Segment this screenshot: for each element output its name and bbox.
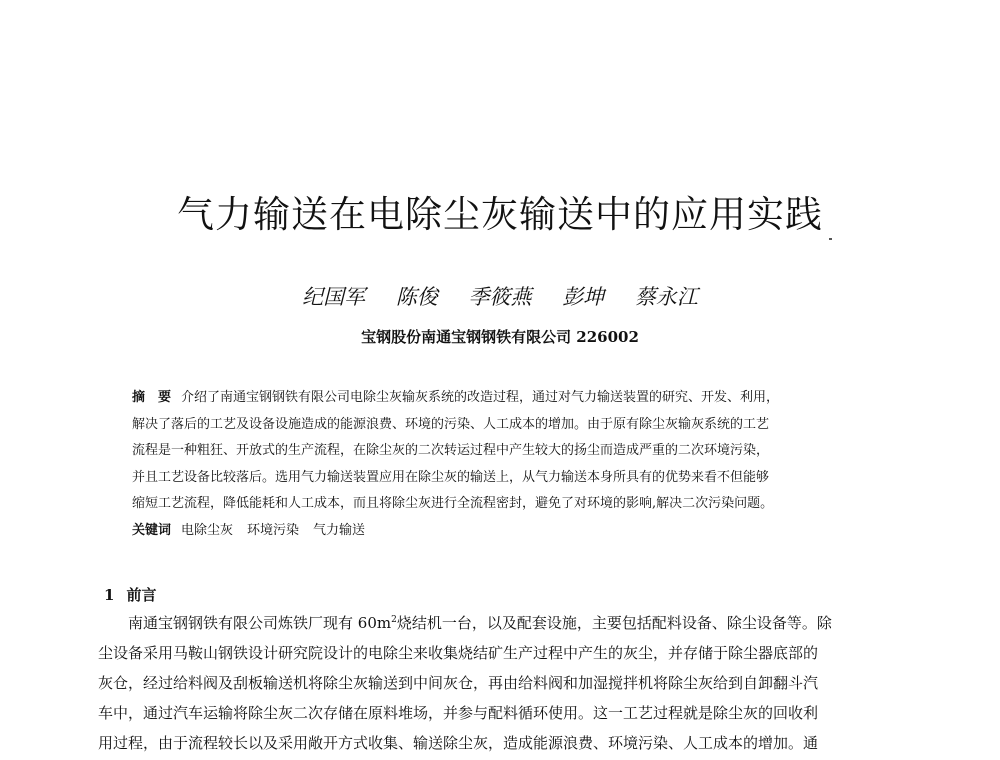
- section-heading: [104, 584, 156, 605]
- abstract-line: 解决了落后的工艺及设备设施造成的能源浪费、环境的污染、人工成本的增加。由于原有除尘灰输灰系统的工艺: [132, 416, 770, 432]
- body-line: 尘设备采用马鞍山钢铁设计研究院设计的电除尘来收集烧结矿生产过程中产生的灰尘，并存储于除尘器底部的: [98, 644, 819, 662]
- author-name: 彭坤: [562, 285, 605, 309]
- body-line: 灰仓，经过给料阀及刮板输送机将除尘灰输送到中间灰仓，再由给料阀和加湿搅拌机将除尘灰给到自卸翻斗汽: [98, 674, 819, 692]
- abstract-block: [132, 385, 888, 544]
- section-title: 前言: [126, 586, 157, 604]
- abstract-line: 并且工艺设备比较落后。选用气力输送装置应用在除尘灰的输送上，从气力输送本身所具有的优势来看不但能够: [132, 469, 770, 485]
- section-number: 1: [104, 586, 115, 604]
- affiliation: 宝钢股份南通宝钢钢铁有限公司 226002: [361, 328, 639, 346]
- keyword: 电除尘灰: [181, 522, 234, 538]
- keyword: 气力输送: [313, 522, 366, 538]
- author-list: [0, 281, 1000, 311]
- body-line: 车中，通过汽车运输将除尘灰二次存储在原料堆场，并参与配料循环使用。这一工艺过程就是除尘灰的回收利: [98, 704, 819, 722]
- abstract-line: [132, 385, 888, 412]
- body-text-segment: 南通宝钢钢铁有限公司炼铁厂现有 60m: [128, 614, 392, 632]
- author-name: 陈俊: [395, 285, 438, 309]
- author-name: 季筱燕: [468, 285, 532, 309]
- abstract-label: 摘 要: [132, 390, 172, 405]
- body-line: 用过程，由于流程较长以及采用敞开方式收集、输送除尘灰，造成能源浪费、环境污染、人工成本的增加。通: [98, 734, 819, 752]
- body-text: [98, 608, 918, 758]
- abstract-line: 缩短工艺流程，降低能耗和人工成本，而且将除尘灰进行全流程密封，避免了对环境的影响,解决二次污染问题。: [132, 496, 774, 511]
- author-name: 纪国军: [302, 285, 366, 309]
- body-line: [98, 608, 918, 638]
- author-name: 蔡永江: [634, 285, 698, 309]
- keywords-line: [132, 518, 888, 545]
- scan-speck: [829, 238, 832, 240]
- keywords-label: 关键词: [132, 522, 172, 538]
- body-text-segment: 烧结机一台，以及配套设施，主要包括配料设备、除尘设备等。除: [396, 614, 832, 632]
- abstract-line: 流程是一种粗狂、开放式的生产流程，在除尘灰的二次转运过程中产生较大的扬尘而造成严重的二次环境污染，: [132, 443, 770, 458]
- paper-title: 气力输送在电除尘灰输送中的应用实践: [177, 193, 823, 236]
- keyword: 环境污染: [247, 522, 300, 538]
- abstract-text: 介绍了南通宝钢钢铁有限公司电除尘灰输灰系统的改造过程，通过对气力输送装置的研究、开发、利用，: [181, 390, 780, 405]
- superscript: 2: [391, 615, 397, 625]
